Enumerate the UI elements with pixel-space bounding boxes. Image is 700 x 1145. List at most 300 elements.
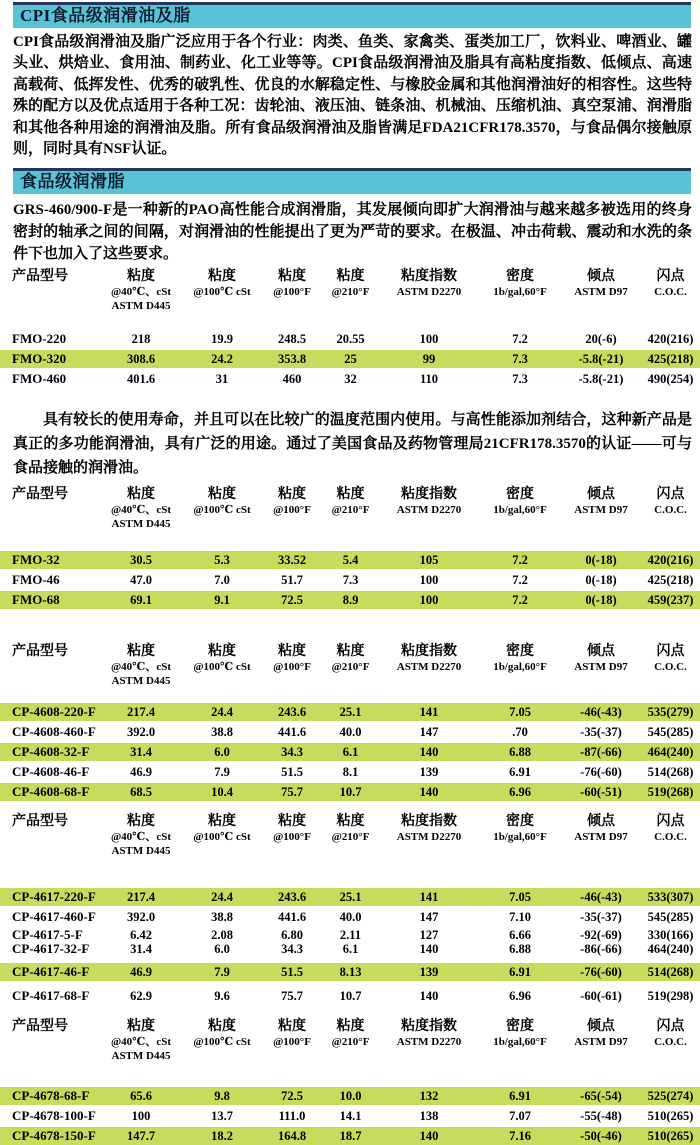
column-header-line: @210°F: [331, 286, 370, 299]
value-cell: 545(285): [647, 724, 694, 739]
column-header-line: 1b/gal,60°F: [493, 831, 547, 844]
column-header-line: @100°F: [273, 286, 311, 299]
column-header: [379, 268, 479, 299]
value-cell: 218: [131, 331, 151, 346]
value-cell: 5.4: [342, 552, 359, 567]
value-cell: -55(-48): [580, 1108, 622, 1123]
table-row: [0, 370, 700, 388]
column-header: [322, 486, 379, 517]
value-cell: 138: [419, 1108, 439, 1123]
table-row: [0, 783, 700, 801]
column-header-line: 1b/gal,60°F: [493, 661, 547, 674]
value-cell: -87(-66): [580, 744, 622, 759]
column-header-line: 1b/gal,60°F: [493, 504, 547, 517]
value-cell: 217.4: [126, 889, 156, 904]
column-header-line: @40℃、cSt: [110, 661, 172, 674]
column-header: [561, 1018, 641, 1049]
value-cell: 100: [419, 592, 439, 607]
column-header: [0, 1018, 100, 1035]
column-header: [0, 813, 100, 830]
value-cell: -35(-37): [580, 724, 622, 739]
product-code-cell: CP-4608-460-F: [12, 724, 96, 740]
value-cell: 510(265): [647, 1128, 694, 1143]
column-header-line: 密度: [506, 487, 534, 503]
column-header-line: 粘度: [336, 269, 365, 285]
product-code-cell: CP-4608-46-F: [12, 764, 90, 780]
column-header-line: ASTM D445: [111, 675, 171, 688]
column-header-line: 粘度: [127, 269, 155, 285]
value-cell: 32: [344, 371, 357, 386]
column-header-line: 闪点: [656, 487, 685, 503]
value-cell: 141: [419, 889, 439, 904]
column-header-line: 闪点: [656, 814, 685, 830]
column-header: [182, 268, 262, 299]
value-cell: 420(216): [647, 331, 694, 346]
value-cell: 0(-18): [585, 572, 617, 587]
column-header: [100, 813, 182, 858]
value-cell: 519(268): [647, 784, 694, 799]
value-cell: 425(218): [647, 351, 694, 366]
value-cell: 19.9: [211, 331, 233, 346]
value-cell: 243.6: [277, 704, 307, 719]
value-cell: 533(307): [647, 889, 694, 904]
value-cell: 0(-18): [585, 552, 617, 567]
product-code-cell: FMO-32: [12, 552, 60, 568]
product-code-cell: FMO-220: [12, 331, 67, 347]
spec-table-cp-4617: [0, 813, 700, 1005]
value-cell: 6.80: [281, 927, 303, 942]
value-cell: 248.5: [277, 331, 307, 346]
column-header: [379, 486, 479, 517]
column-header-line: 倾点: [587, 814, 615, 830]
value-cell: 10.7: [339, 784, 362, 799]
column-header-line: ASTM D445: [111, 518, 171, 531]
spec-table-fmo-32-68: [0, 486, 700, 609]
table-body: [0, 313, 700, 388]
value-cell: 10.0: [339, 1088, 362, 1103]
value-cell: 140: [419, 941, 439, 956]
column-header-line: @40℃、cSt: [110, 1036, 172, 1049]
column-header-line: @40℃、cSt: [110, 286, 172, 299]
value-cell: 99: [422, 351, 436, 366]
value-cell: -46(-43): [580, 889, 622, 904]
section-heading-grease-label: 食品级润滑脂: [20, 172, 125, 192]
value-cell: 392.0: [126, 909, 156, 924]
column-header: [479, 643, 561, 674]
value-cell: 46.9: [130, 964, 152, 979]
column-header-line: ASTM D97: [574, 661, 628, 674]
column-header-line: 粘度指数: [401, 269, 457, 285]
value-cell: 6.42: [130, 927, 152, 942]
column-header-line: 倾点: [587, 269, 615, 285]
column-header: [182, 813, 262, 844]
column-header-line: 闪点: [656, 269, 685, 285]
table-row: [0, 703, 700, 721]
value-cell: 25.1: [339, 704, 362, 719]
table-body: [0, 688, 700, 801]
column-header-line: @100℃ cSt: [193, 1036, 251, 1049]
value-cell: 147: [419, 724, 439, 739]
column-header-line: 粘度: [208, 487, 236, 503]
table-row: [0, 908, 700, 926]
column-header-line: 产品型号: [12, 487, 68, 503]
section-heading-main: [13, 2, 691, 28]
column-header-line: C.O.C.: [654, 661, 687, 674]
column-header-line: 倾点: [587, 1019, 615, 1035]
value-cell: 7.16: [509, 1128, 531, 1143]
column-header: [379, 643, 479, 674]
value-cell: 6.96: [509, 988, 531, 1003]
column-header-line: 倾点: [587, 487, 615, 503]
value-cell: 25: [344, 351, 357, 366]
value-cell: 38.8: [211, 724, 233, 739]
product-code-cell: CP-4617-220-F: [12, 889, 96, 905]
value-cell: 132: [419, 1088, 439, 1103]
column-header-line: 粘度: [278, 644, 306, 660]
value-cell: 8.9: [342, 592, 359, 607]
column-header: [641, 486, 700, 517]
table-row: [0, 763, 700, 781]
value-cell: 460: [282, 371, 302, 386]
value-cell: 6.1: [342, 744, 359, 759]
value-cell: 510(265): [647, 1108, 694, 1123]
value-cell: 68.5: [130, 784, 152, 799]
column-header: [0, 643, 100, 660]
column-header-line: 闪点: [656, 1019, 685, 1035]
value-cell: 100: [131, 1108, 151, 1123]
value-cell: 46.9: [130, 764, 152, 779]
column-header: [561, 813, 641, 844]
column-header-line: @210°F: [331, 661, 370, 674]
value-cell: 20.55: [336, 331, 365, 346]
value-cell: 140: [419, 744, 439, 759]
column-header-line: ASTM D2270: [396, 661, 462, 674]
value-cell: 7.9: [214, 764, 230, 779]
column-header: [561, 486, 641, 517]
value-cell: 164.8: [277, 1128, 307, 1143]
table-header-row: [0, 268, 700, 313]
column-header: [479, 813, 561, 844]
value-cell: 6.96: [509, 784, 531, 799]
value-cell: 14.1: [339, 1108, 362, 1123]
value-cell: 31.4: [130, 941, 152, 956]
value-cell: 18.2: [211, 1128, 233, 1143]
column-header: [182, 643, 262, 674]
column-header-line: @100°F: [273, 831, 311, 844]
product-code-cell: FMO-460: [12, 371, 67, 387]
value-cell: 464(240): [647, 744, 694, 759]
column-header-line: ASTM D445: [111, 1050, 171, 1063]
value-cell: 105: [419, 552, 439, 567]
value-cell: 6.91: [509, 764, 531, 779]
column-header: [322, 268, 379, 299]
column-header-line: @100℃ cSt: [193, 286, 251, 299]
column-header-line: ASTM D97: [574, 504, 628, 517]
value-cell: 72.5: [281, 592, 303, 607]
column-header-line: 粘度: [208, 814, 236, 830]
table-row: [0, 1087, 700, 1105]
product-code-cell: CP-4617-32-F: [12, 941, 90, 957]
table-header-row: [0, 643, 700, 688]
product-code-cell: FMO-320: [12, 351, 67, 367]
value-cell: 110: [419, 371, 439, 386]
value-cell: 9.1: [214, 592, 230, 607]
value-cell: 545(285): [647, 909, 694, 924]
table-row: [0, 888, 700, 906]
column-header-line: @210°F: [331, 1036, 370, 1049]
product-code-cell: CP-4678-150-F: [12, 1128, 96, 1144]
column-header-line: @100°F: [273, 1036, 311, 1049]
value-cell: -35(-37): [580, 909, 622, 924]
column-header-line: @100℃ cSt: [193, 661, 251, 674]
column-header-line: 粘度: [278, 269, 306, 285]
column-header-line: 粘度: [127, 644, 155, 660]
value-cell: 111.0: [278, 1108, 306, 1123]
column-header-line: ASTM D97: [574, 286, 628, 299]
value-cell: 18.7: [339, 1128, 362, 1143]
value-cell: 353.8: [277, 351, 307, 366]
value-cell: 490(254): [647, 371, 694, 386]
product-code-cell: CP-4608-32-F: [12, 744, 90, 760]
value-cell: 6.0: [214, 744, 230, 759]
table-row: [0, 1107, 700, 1125]
value-cell: 47.0: [130, 572, 152, 587]
column-header-line: 1b/gal,60°F: [493, 286, 547, 299]
value-cell: 401.6: [126, 371, 156, 386]
value-cell: -50(-46): [580, 1128, 622, 1143]
product-code-cell: CP-4678-100-F: [12, 1108, 96, 1124]
column-header-line: 粘度指数: [401, 1019, 457, 1035]
value-cell: 6.66: [509, 927, 531, 942]
value-cell: 392.0: [126, 724, 156, 739]
table-row: [0, 723, 700, 741]
value-cell: 9.6: [214, 988, 230, 1003]
column-header-line: 产品型号: [12, 814, 68, 830]
value-cell: 20(-6): [585, 331, 617, 346]
column-header-line: 粘度: [336, 1019, 365, 1035]
value-cell: 31.4: [130, 744, 152, 759]
value-cell: 40.0: [339, 724, 362, 739]
value-cell: 7.0: [214, 572, 230, 587]
value-cell: 140: [419, 988, 439, 1003]
spec-table-cp-4608: [0, 643, 700, 801]
value-cell: 420(216): [647, 552, 694, 567]
column-header: [641, 1018, 700, 1049]
value-cell: 2.08: [211, 927, 233, 942]
value-cell: 514(268): [647, 764, 694, 779]
column-header: [100, 1018, 182, 1063]
table-body: [0, 531, 700, 609]
value-cell: 7.10: [509, 909, 531, 924]
value-cell: -60(-51): [580, 784, 622, 799]
column-header-line: 密度: [506, 269, 534, 285]
value-cell: 7.2: [512, 592, 528, 607]
value-cell: 7.3: [512, 371, 528, 386]
value-cell: 7.2: [512, 331, 528, 346]
value-cell: 24.4: [211, 889, 233, 904]
column-header-line: 密度: [506, 1019, 534, 1035]
table-row: [0, 571, 700, 589]
column-header-line: 粘度: [278, 487, 306, 503]
column-header-line: 粘度: [208, 269, 236, 285]
column-header-line: ASTM D2270: [396, 286, 462, 299]
column-header: [561, 643, 641, 674]
product-code-cell: FMO-68: [12, 592, 60, 608]
column-header-line: 产品型号: [12, 269, 68, 285]
column-header: [262, 643, 322, 674]
section-heading-main-label: CPI食品级润滑油及脂: [20, 6, 191, 25]
value-cell: .70: [512, 724, 528, 739]
value-cell: 65.6: [130, 1088, 152, 1103]
column-header-line: 粘度指数: [401, 644, 457, 660]
column-header: [182, 1018, 262, 1049]
value-cell: 140: [419, 784, 439, 799]
value-cell: 5.3: [214, 552, 230, 567]
value-cell: 139: [419, 764, 439, 779]
column-header: [379, 813, 479, 844]
value-cell: -60(-61): [580, 988, 622, 1003]
value-cell: 2.11: [339, 927, 362, 942]
column-header: [322, 813, 379, 844]
value-cell: 100: [419, 331, 439, 346]
value-cell: 31: [215, 371, 229, 386]
table-row: [0, 591, 700, 609]
value-cell: 147.7: [126, 1128, 156, 1143]
value-cell: 139: [419, 964, 439, 979]
value-cell: 51.5: [281, 964, 303, 979]
table-body: [0, 1063, 700, 1145]
column-header-line: 粘度: [278, 814, 306, 830]
column-header-line: C.O.C.: [654, 831, 687, 844]
value-cell: 330(166): [647, 927, 694, 942]
section-heading-grease: [13, 168, 691, 194]
value-cell: 243.6: [277, 889, 307, 904]
value-cell: 38.8: [211, 909, 233, 924]
column-header: [379, 1018, 479, 1049]
column-header-line: 粘度: [127, 487, 155, 503]
column-header-line: 密度: [506, 644, 534, 660]
value-cell: 13.7: [211, 1108, 233, 1123]
column-header-line: 密度: [506, 814, 534, 830]
value-cell: 75.7: [281, 784, 303, 799]
column-header: [0, 268, 100, 285]
value-cell: -86(-66): [580, 941, 622, 956]
table-row: [0, 551, 700, 569]
value-cell: -65(-54): [580, 1088, 622, 1103]
column-header: [262, 268, 322, 299]
value-cell: 441.6: [277, 909, 307, 924]
column-header-line: ASTM D445: [111, 300, 171, 313]
column-header-line: ASTM D97: [574, 831, 628, 844]
value-cell: 514(268): [647, 964, 694, 979]
table-header-row: [0, 1018, 700, 1063]
column-header-line: 粘度: [336, 487, 365, 503]
value-cell: 147: [419, 909, 439, 924]
value-cell: -5.8(-21): [578, 371, 624, 386]
value-cell: 9.8: [214, 1088, 230, 1103]
value-cell: 72.5: [281, 1088, 303, 1103]
column-header-line: @100°F: [273, 661, 311, 674]
table-row: [0, 330, 700, 348]
column-header: [322, 643, 379, 674]
column-header-line: 闪点: [656, 644, 685, 660]
column-header: [262, 1018, 322, 1049]
column-header: [100, 268, 182, 313]
value-cell: 459(237): [647, 592, 694, 607]
column-header: [262, 486, 322, 517]
value-cell: 10.4: [211, 784, 233, 799]
value-cell: 34.3: [281, 941, 303, 956]
column-header-line: @100°F: [273, 504, 311, 517]
table-row: [0, 350, 700, 368]
column-header-line: @40℃、cSt: [110, 831, 172, 844]
table-header-row: [0, 486, 700, 531]
value-cell: 6.88: [509, 744, 531, 759]
column-header: [479, 268, 561, 299]
product-code-cell: CP-4608-68-F: [12, 784, 90, 800]
column-header: [262, 813, 322, 844]
column-header: [641, 813, 700, 844]
column-header-line: @100℃ cSt: [193, 504, 251, 517]
value-cell: 127: [419, 927, 439, 942]
value-cell: 140: [419, 1128, 439, 1143]
column-header: [479, 486, 561, 517]
value-cell: 100: [419, 572, 439, 587]
value-cell: 7.07: [509, 1108, 531, 1123]
value-cell: 519(298): [647, 988, 694, 1003]
value-cell: 24.2: [211, 351, 233, 366]
table-row: [0, 987, 700, 1005]
value-cell: 10.7: [339, 988, 362, 1003]
value-cell: 308.6: [126, 351, 156, 366]
value-cell: 7.3: [512, 351, 528, 366]
value-cell: 75.7: [281, 988, 303, 1003]
value-cell: -92(-69): [580, 927, 622, 942]
product-code-cell: CP-4608-220-F: [12, 704, 96, 720]
value-cell: 464(240): [647, 941, 694, 956]
column-header: [0, 486, 100, 503]
column-header-line: C.O.C.: [654, 1036, 687, 1049]
table-body: [0, 858, 700, 1005]
product-code-cell: CP-4617-460-F: [12, 909, 96, 925]
table-row: [0, 1127, 700, 1145]
column-header-line: @40℃、cSt: [110, 504, 172, 517]
value-cell: 525(274): [647, 1088, 694, 1103]
spec-table-fmo-220-460: [0, 268, 700, 388]
value-cell: 62.9: [130, 988, 152, 1003]
value-cell: 6.88: [509, 941, 531, 956]
column-header-line: @100℃ cSt: [193, 831, 251, 844]
table-row: [0, 963, 700, 981]
column-header-line: ASTM D2270: [396, 831, 462, 844]
value-cell: 6.91: [509, 1088, 531, 1103]
column-header: [182, 486, 262, 517]
column-header: [641, 268, 700, 299]
value-cell: 30.5: [130, 552, 152, 567]
column-header-line: 粘度: [127, 814, 155, 830]
value-cell: 7.05: [509, 704, 531, 719]
column-header: [479, 1018, 561, 1049]
value-cell: 33.52: [277, 552, 307, 567]
value-cell: 7.2: [512, 552, 528, 567]
product-code-cell: CP-4617-46-F: [12, 964, 90, 980]
value-cell: 6.1: [342, 941, 359, 956]
column-header-line: ASTM D2270: [396, 1036, 462, 1049]
intro-paragraph: CPI食品级润滑油及脂广泛应用于各个行业：肉类、鱼类、家禽类、蛋类加工厂，饮料业、啤酒业、罐头业、烘焙业、食用油、制药业、化工业等等。CPI食品级润滑油及脂具有高粘度指数、低倾点、高速高载荷、低挥发性、优秀的破乳性、优良的水解稳定性、与橡胶金属和其他润滑油好的相容性。这些特殊的配方以及优点适用于各种工况：齿轮油、液压油、链条油、机械油、压缩机油、真空泵浦、润滑脂和其他各种用途的润滑油及脂。所有食品级润滑油及脂皆满足FDA21CFR178.3570，与食品偶尔接触原则，同时具有NSF认证。: [13, 34, 692, 158]
value-cell: 7.9: [214, 964, 230, 979]
column-header-line: 1b/gal,60°F: [493, 1036, 547, 1049]
column-header-line: 粘度: [336, 644, 365, 660]
